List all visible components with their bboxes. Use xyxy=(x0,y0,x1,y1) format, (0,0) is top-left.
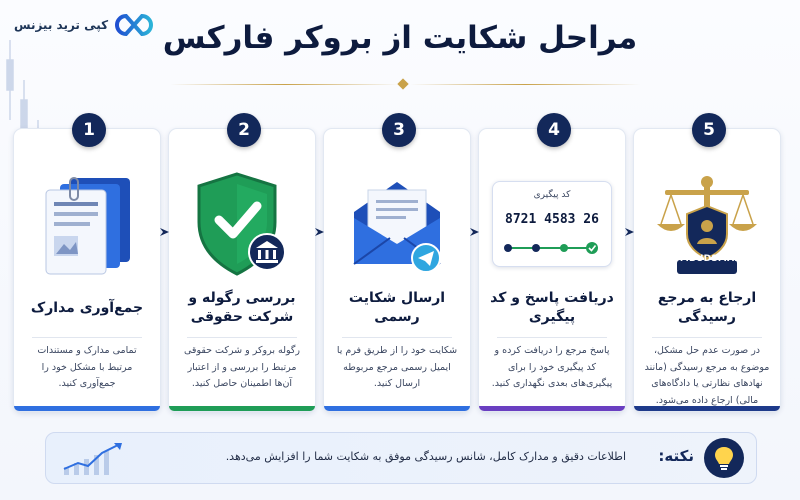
step-title: بررسی رگوله و شرکت حقوقی xyxy=(188,290,296,325)
step-title: ارسال شکایت رسمی xyxy=(348,290,446,325)
envelope-icon xyxy=(324,159,470,289)
step-number-badge: 3 xyxy=(382,113,416,147)
tip-box xyxy=(45,432,757,484)
card-accent-bar xyxy=(634,406,780,411)
step-number-badge: 5 xyxy=(692,113,726,147)
title-divider-right xyxy=(410,84,640,85)
tracking-code-icon xyxy=(479,159,625,289)
step-number-badge: 4 xyxy=(537,113,571,147)
telegram-icon xyxy=(412,244,440,272)
page-title: مراحل شکایت از بروکر فارکس xyxy=(162,20,638,56)
arrow-right-icon xyxy=(314,226,326,238)
tip-label: نکته: xyxy=(658,447,694,465)
card-accent-bar xyxy=(324,406,470,411)
tracking-code: 8721 4583 26 xyxy=(505,212,599,227)
step-number-badge: 2 xyxy=(227,113,261,147)
ombudsman-label: OMBUDSMAN xyxy=(672,254,742,264)
bank-icon xyxy=(249,234,285,270)
step-description: پاسخ مرجع را دریافت کرده و کد پیگیری خود را برای پیگیری‌های بعدی نگهداری کنید. xyxy=(491,345,613,390)
title-divider-ornament xyxy=(397,78,408,89)
arrow-right-icon xyxy=(624,226,636,238)
step-card-2 xyxy=(168,128,316,412)
step-title: دریافت پاسخ و کد پیگیری xyxy=(490,290,614,325)
growth-chart-icon xyxy=(60,439,130,477)
card-divider xyxy=(497,337,607,338)
arrow-right-icon xyxy=(469,226,481,238)
card-divider xyxy=(652,337,762,338)
step-card-4 xyxy=(478,128,626,412)
card-divider xyxy=(32,337,142,338)
brand-name: کپی ترید بیزنس xyxy=(14,18,109,32)
step-description: در صورت عدم حل مشکل، موضوع به مرجع رسیدگی (مانند نهادهای نظارتی یا دادگاه‌های مالی) ارجاع داده می‌شود. xyxy=(644,345,770,406)
step-card-5 xyxy=(633,128,781,412)
shield-check-icon xyxy=(169,159,315,289)
justice-scale-icon xyxy=(634,159,780,289)
tracking-progress xyxy=(502,240,602,256)
step-title: جمع‌آوری مدارک xyxy=(30,299,144,316)
tracking-label: کد پیگیری xyxy=(533,190,571,200)
card-accent-bar xyxy=(169,406,315,411)
card-accent-bar xyxy=(479,406,625,411)
step-description: رگوله بروکر و شرکت حقوقی مرتبط را بررسی و از اعتبار آن‌ها اطمینان حاصل کنید. xyxy=(183,345,300,390)
arrow-right-icon xyxy=(159,226,171,238)
documents-icon xyxy=(14,159,160,289)
tip-text: اطلاعات دقیق و مدارک کامل، شانس رسیدگی موفق به شکایت شما را افزایش می‌دهد. xyxy=(225,450,626,463)
step-card-3 xyxy=(323,128,471,412)
step-number-badge: 1 xyxy=(72,113,106,147)
step-description: تمامی مدارک و مستندات مرتبط با مشکل خود را جمع‌آوری کنید. xyxy=(37,345,137,390)
step-description: شکایت خود را از طریق فرم یا ایمیل رسمی مرجع مربوطه ارسال کنید. xyxy=(336,345,458,390)
step-title: ارجاع به مرجع رسیدگی xyxy=(657,290,757,325)
step-card-1 xyxy=(13,128,161,412)
title-divider-left xyxy=(170,84,400,85)
card-divider xyxy=(187,337,297,338)
card-divider xyxy=(342,337,452,338)
card-accent-bar xyxy=(14,406,160,411)
lightbulb-icon xyxy=(704,438,744,478)
